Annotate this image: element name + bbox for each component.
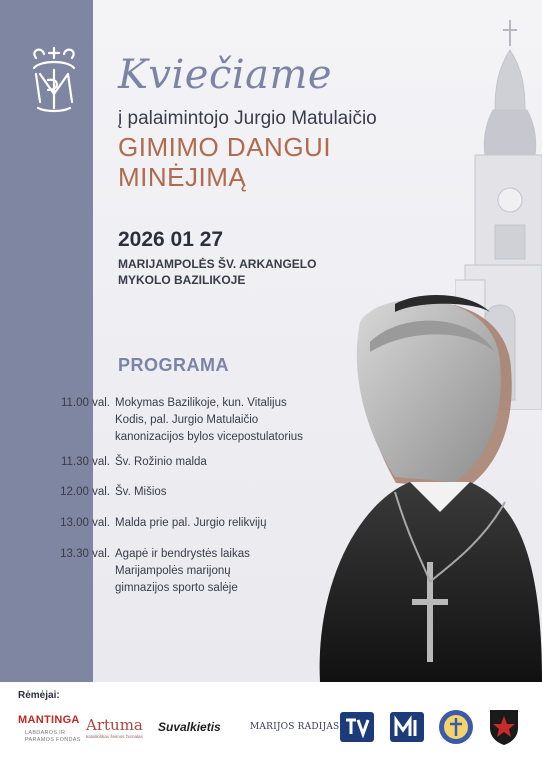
artuma-logo-name: Artuma (86, 716, 143, 734)
mantinga-logo-name: MANTINGA (18, 714, 80, 726)
event-date: 2026 01 27 (118, 228, 224, 251)
tv-logo-icon (340, 712, 374, 742)
venue-line-2: MYKOLO BAZILIKOJE (118, 273, 246, 287)
schedule-time: 13.30 val. (60, 548, 110, 560)
program-title: PROGRAMA (118, 355, 229, 375)
event-title-line-2: MINĖJIMĄ (118, 162, 247, 192)
sponsors-label: Rėmėjai: (18, 690, 60, 701)
schedule-time: 11.30 val. (60, 456, 110, 468)
schedule-description-line: Šv. Rožinio malda (115, 456, 207, 468)
crest-logo-icon (438, 708, 474, 746)
schedule-time: 12.00 val. (60, 486, 110, 498)
event-title-line-1: GIMIMO DANGUI (118, 132, 332, 162)
schedule-time: 13.00 val. (60, 517, 110, 529)
schedule-description-line: Šv. Mišios (115, 486, 167, 498)
priest-portrait-icon (300, 282, 542, 682)
schedule-description-line: Marijampolės marijonų (115, 565, 231, 577)
schedule-time: 11.00 val. (60, 397, 110, 409)
invitation-heading: Kviečiame (118, 52, 333, 98)
subheading: į palaimintojo Jurgio Matulaičio (118, 108, 377, 129)
ml-logo-icon (390, 712, 424, 742)
artuma-logo-subtitle: katalikiškas šeimos žurnalas (86, 734, 143, 739)
suvalkietis-logo-name: Suvalkietis (158, 720, 221, 734)
shield-logo-icon (488, 708, 520, 746)
venue-line-1: MARIJAMPOLĖS ŠV. ARKANGELO (118, 257, 317, 271)
mantinga-logo-subtitle: LABDAROS IR (25, 730, 66, 736)
marijos-radijas-logo-name: MARIJOS RADIJAS (250, 722, 340, 732)
schedule-description-line: Kodis, pal. Jurgio Matulaičio (115, 414, 259, 426)
mantinga-logo-subtitle: PARAMOS FONDAS (25, 737, 81, 743)
schedule-description-line: Malda prie pal. Jurgio relikvijų (115, 517, 267, 529)
schedule-description-line: gimnazijos sporto salėje (115, 582, 238, 594)
schedule-description-line: Mokymas Bazilikoje, kun. Vitalijus (115, 397, 287, 409)
monogram-emblem-icon (26, 44, 82, 116)
schedule-description-line: Agapė ir bendrystės laikas (115, 548, 250, 560)
schedule-description-line: kanonizacijos bylos vicepostulatorius (115, 431, 303, 443)
